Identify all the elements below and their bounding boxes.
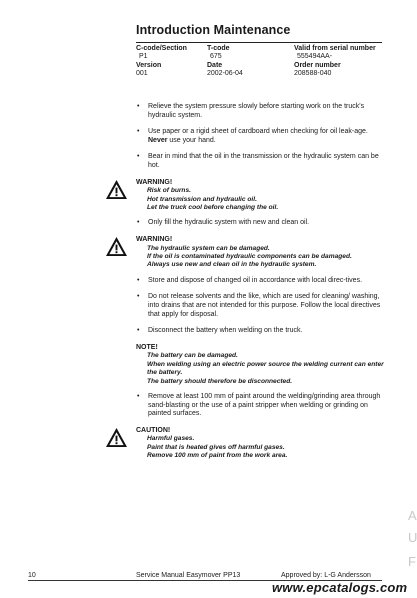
caution-text: Harmful gases. [147,435,195,443]
bullet-mark: • [137,153,140,161]
bullet-mark: • [137,392,140,400]
warning-triangle-icon [105,236,128,257]
caution-text: Remove 100 mm of paint from the work area. [147,452,288,460]
meta-label: C-code/Section [136,45,187,52]
footer-manual-title: Service Manual Easymover PP13 [136,572,241,579]
meta-value: 2002-06-04 [207,70,243,78]
meta-row [136,45,382,53]
bullet-text: Do not release solvents and the like, which are used for cleaning/ washing, into drains that are not intended for this purpose. Follow the local directives that apply for disposal. [148,293,381,318]
bullet-text: Relieve the system pressure slowly before starting work on the truck's hydraulic system. [148,103,365,119]
note-text: When welding using an electric power source the welding current can enter the battery. [147,360,384,377]
meta-row [136,62,382,70]
bullet-mark: • [137,327,140,335]
meta-table [136,45,382,79]
meta-label: T-code [207,45,230,52]
warning-triangle-icon [105,427,128,448]
note-heading: NOTE! [136,343,158,351]
bullet-item [136,327,388,336]
edge-glyph: A [408,508,417,523]
bullet-item [136,293,388,319]
bullet-text: Store and dispose of changed oil in accordance with local direc-tives. [148,276,363,284]
meta-row [136,53,382,61]
meta-value: 675 [210,53,222,61]
edge-glyph: F [408,554,416,569]
caution-text: Paint that is heated gives off harmful gases. [147,443,285,451]
bullet-item [136,153,388,170]
bullet-text: Bear in mind that the oil in the transmission or the hydraulic system can be hot. [148,153,379,169]
edge-glyph: U [408,530,417,545]
meta-value: 001 [136,70,148,78]
bullet-mark: • [137,128,140,136]
bullet-item [136,277,388,286]
bullet-text: Use paper or a rigid sheet of cardboard when checking for oil leak-age. [148,128,368,136]
warning-text: Let the truck cool before changing the oil. [147,203,279,211]
meta-value: 555494AA- [297,53,333,61]
warning-text: Always use new and clean oil in the hydraulic system. [147,261,317,269]
meta-row [136,70,382,78]
warning-text: Risk of burns. [147,187,191,195]
bullet-item [136,103,388,120]
warning-heading: WARNING! [136,178,173,186]
bullet-item [136,393,388,419]
warning-text: The hydraulic system can be damaged. [147,244,270,252]
note-block [136,344,388,386]
meta-label: Valid from serial number [294,45,376,52]
page-title: Introduction Maintenance [136,23,291,37]
warning-block [136,179,388,213]
warning-text: Hot transmission and hydraulic oil. [147,195,257,203]
content [136,103,388,468]
note-text: The battery should therefore be disconnected. [147,377,293,385]
bullet-item [136,219,388,228]
title-rule [136,42,382,43]
meta-value: P1 [139,53,148,61]
bullet-text: Disconnect the battery when welding on the truck. [148,327,303,335]
warning-triangle-icon [105,179,128,200]
meta-label: Version [136,61,162,69]
caution-block [136,427,388,461]
warning-block [136,236,388,270]
bullet-item [136,128,388,145]
bullet-text: Only fill the hydraulic system with new and clean oil. [148,219,310,227]
bullet-mark: • [137,103,140,110]
caution-heading: CAUTION! [136,426,171,434]
warning-heading: WARNING! [136,235,173,243]
note-text: The battery can be damaged. [147,352,238,360]
watermark-link[interactable]: www.epcatalogs.com [272,580,408,595]
warning-text: If the oil is contaminated hydraulic components can be damaged. [147,252,352,260]
bullet-mark: • [137,219,140,227]
bullet-mark: • [137,276,140,284]
bullet-mark: • [137,293,140,301]
bullet-text: Remove at least 100 mm of paint around the welding/grinding area through sand-blasting or the use of a paint stripper when welding or grinding on painted surfaces. [148,392,381,418]
meta-label: Date [207,61,223,69]
meta-value: 208588-040 [294,70,332,78]
meta-label: Order number [294,61,341,69]
bullet-text: use your hand. [167,136,216,144]
footer-approved-by: Approved by: L-G Andersson [281,572,371,579]
bullet-text-emphasis: Never [148,136,168,144]
footer-page-number: 10 [28,572,36,579]
